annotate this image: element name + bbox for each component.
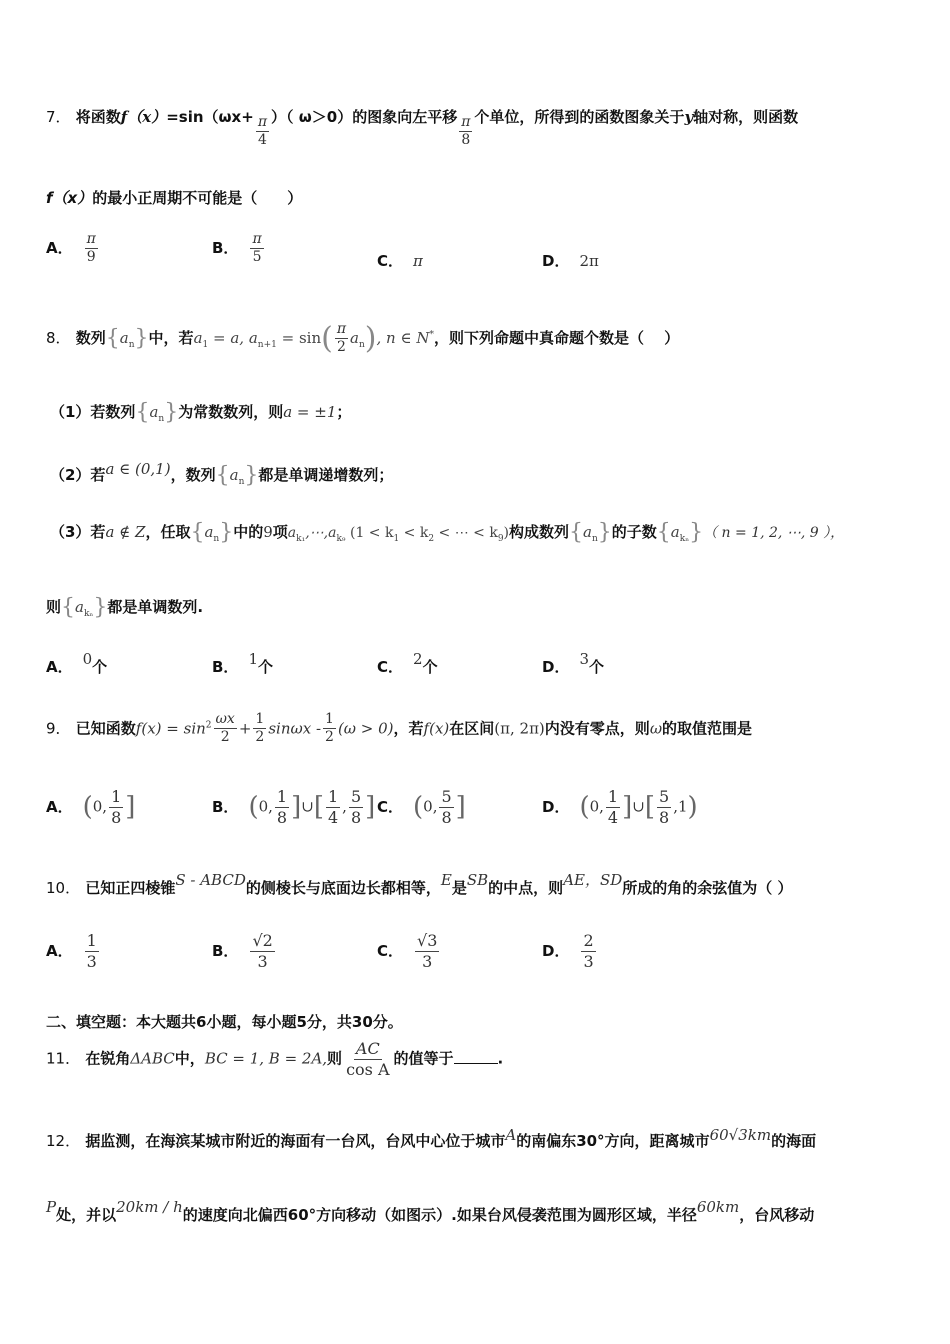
- q8-option-b[interactable]: B． 1个: [212, 650, 273, 676]
- q10-option-a[interactable]: A． $\frac{1}{3}$: [46, 931, 97, 971]
- q8-prop3: （3）若a ∉ Z，任取$\{a_n\}$中的9项$a_{k_1},\cdots,a_{k_9}$ ($1 < k_1 < k_2$ < ⋯ < $k_9$)构成数列$\{a_n\}$的子数$\{a_{k_n}\}$（ n = 1, 2, ⋯, 9 ），: [50, 520, 845, 545]
- q7-option-c[interactable]: C． π: [377, 252, 423, 270]
- q10-option-d[interactable]: D． $\frac{2}{3}$: [542, 931, 594, 971]
- q7-option-b[interactable]: B． $\frac{\pi}{5}$: [212, 231, 262, 266]
- q9-option-d[interactable]: D． (0, $\frac{1}{4}$ ]∪[ $\frac{5}{8}$ ,1): [542, 787, 698, 827]
- q11-line1: 11． 在锐角ΔABC中，BC = 1, B = 2A,则 $\frac{AC}{\text{cos A}}$ 的值等于 .: [46, 1039, 504, 1079]
- q7-line1: 7． 将函数f（x）=sin（ωx+ $\frac{\pi}{4}$ ）（ ω＞0）的图象向左平移 $\frac{\pi}{8}$ 个单位，所得到的函数图象关于y轴对称，则函数: [46, 108, 799, 149]
- q8-option-c[interactable]: C． 2个: [377, 650, 438, 676]
- q8-prop2: （2）若a ∈ (0,1)，数列$\{a_n\}$都是单调递增数列；: [50, 460, 394, 488]
- q12-line2: P处，并以20km / h的速度向北偏西60°方向移动（如图示）.如果台风侵袭范围为圆形区域，半径60km，台风移动: [46, 1198, 815, 1224]
- q8-option-a[interactable]: A． 0个: [46, 650, 108, 676]
- q8-formula: $a_1 = a$, $a_{n+1} = \sin$( $\frac{\pi}{2}$ $a_n$), n ∈ N*: [193, 320, 434, 356]
- q8-prop3-line2: 则$\{a_{k_n}\}$都是单调数列.: [46, 595, 204, 620]
- q7-option-a[interactable]: A． $\frac{\pi}{9}$: [46, 231, 96, 266]
- q8-option-d[interactable]: D． 3个: [542, 650, 605, 676]
- q12-line1: 12． 据监测，在海滨某城市附近的海面有一台风，台风中心位于城市A的南偏东30°方向，距离城市60√3km的海面: [46, 1126, 817, 1150]
- q9-option-a[interactable]: A． (0, $\frac{1}{8}$ ]: [46, 787, 136, 827]
- q9-option-b[interactable]: B． (0, $\frac{1}{8}$ ]∪[ $\frac{1}{4}$ , $\frac{5}{8}$ ]: [212, 787, 376, 827]
- answer-blank[interactable]: [454, 1063, 498, 1064]
- q7-option-d[interactable]: D． 2π: [542, 252, 599, 270]
- seq-an: $\{a_n\}$: [105, 325, 149, 351]
- q8-line1: 8． 数列$\{a_n\}$中，若$a_1 = a$, $a_{n+1} = \sin$( $\frac{\pi}{2}$ $a_n$), n ∈ N*，则下列命题中真命题个数是（ ）: [46, 320, 680, 356]
- q10-option-b[interactable]: B． $\frac{√2}{3}$: [212, 931, 273, 971]
- q7-frac-pi-8: $\frac{\pi}{8}$: [461, 114, 471, 149]
- q10-option-c[interactable]: C． $\frac{√3}{3}$: [377, 931, 438, 971]
- section-heading: 二、填空题：本大题共6小题，每小题5分，共30分。: [46, 1013, 403, 1031]
- q8-prop1: （1）若数列$\{a_n\}$为常数数列，则a = ±1；: [50, 400, 352, 425]
- q9-line1: 9． 已知函数$f(x) = \sin^2$ $\frac{\omega x}{2}$ + $\frac{1}{2}$ sinωx - $\frac{1}{2}$ (ω > 0)，若f(x)在区间(π, 2π)内没有零点，则ω的取值范围是: [46, 711, 753, 746]
- q10-line1: 10． 已知正四棱锥S - ABCD的侧棱长与底面边长都相等，E是SB的中点，则AE，SD所成的角的余弦值为（ ）: [46, 871, 793, 897]
- q7-number: 7．: [46, 108, 71, 126]
- q7-line2: f（x）的最小正周期不可能是（ ）: [46, 189, 303, 207]
- q9-option-c[interactable]: C． (0, $\frac{5}{8}$ ]: [377, 787, 466, 827]
- q7-frac-pi-4: $\frac{\pi}{4}$: [257, 114, 268, 149]
